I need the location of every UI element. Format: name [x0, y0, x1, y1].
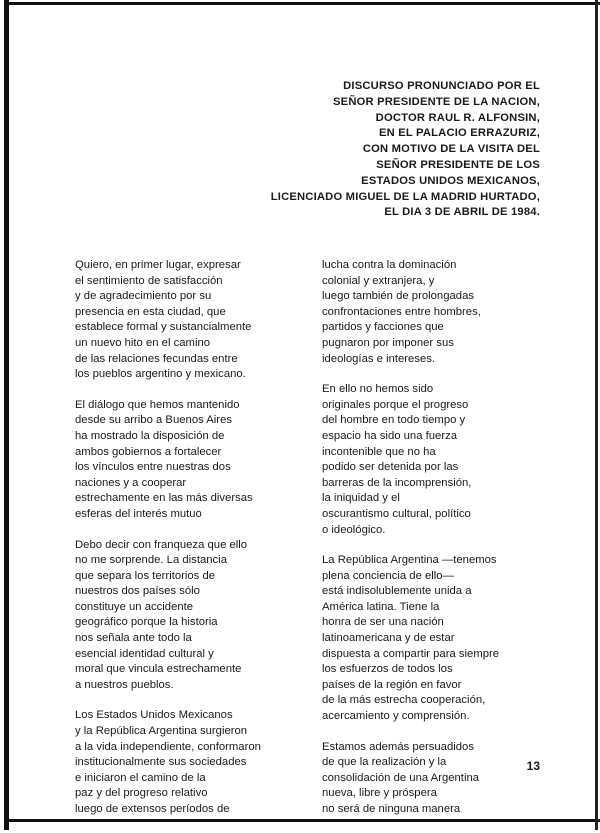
heading-line: SEÑOR PRESIDENTE DE LA NACION,	[333, 95, 540, 108]
right-text-column	[322, 258, 537, 833]
paragraph	[322, 382, 537, 538]
text-line: América latina. Tiene la	[322, 600, 440, 613]
text-line: ideologías e intereses.	[322, 352, 436, 365]
text-line: e iniciaron el camino de la	[75, 771, 206, 784]
text-line: a la vida independiente, conformaron	[75, 740, 261, 753]
text-line: Debo decir con franqueza que ello	[75, 538, 248, 551]
text-line: moral que vincula estrechamente	[75, 663, 242, 676]
text-line: a nuestros pueblos.	[75, 678, 174, 691]
text-line: no me sorprende. La distancia	[75, 554, 227, 567]
text-line: El diálogo que hemos mantenido	[75, 398, 240, 411]
text-line: un nuevo hito en el camino	[75, 336, 211, 349]
text-line: de la más estrecha cooperación,	[322, 694, 486, 707]
text-line: La República Argentina —tenemos	[322, 554, 497, 567]
text-line: incontenible que no ha	[322, 445, 436, 458]
text-line: En ello no hemos sido	[322, 383, 434, 396]
text-line: esencial identidad cultural y	[75, 647, 214, 660]
paragraph	[75, 258, 285, 383]
text-line: está indisolublemente unida a	[322, 585, 472, 598]
text-line: del hombre en todo tiempo y	[322, 414, 466, 427]
page-border-right	[595, 0, 598, 830]
heading-line: ESTADOS UNIDOS MEXICANOS,	[361, 174, 540, 187]
paragraph	[75, 398, 285, 523]
heading-line: DISCURSO PRONUNCIADO POR EL	[343, 80, 540, 92]
text-line: acercamiento y comprensión.	[322, 710, 470, 723]
text-line: geográfico porque la historia	[75, 616, 218, 629]
heading-line: DOCTOR RAUL R. ALFONSIN,	[375, 111, 540, 124]
text-line: luego de extensos períodos de	[75, 803, 230, 815]
text-line: podido ser detenida por las	[322, 461, 459, 474]
text-line: honra de ser una nación	[322, 616, 444, 629]
paragraph	[322, 553, 537, 725]
heading-line: EL DIA 3 DE ABRIL DE 1984.	[384, 206, 540, 219]
text-line: nueva, libre y próspera	[322, 787, 437, 800]
text-line: paz y del progreso relativo	[75, 787, 208, 800]
text-line: Estamos además persuadidos	[322, 740, 474, 753]
paragraph	[75, 538, 285, 694]
page-border-top	[4, 2, 600, 5]
heading-line: SEÑOR PRESIDENTE DE LOS	[376, 158, 540, 171]
text-line: desde su arribo a Buenos Aires	[75, 414, 232, 427]
text-line: luego también de prolongadas	[322, 290, 474, 303]
left-text-column	[75, 258, 285, 833]
text-line: no será de ninguna manera	[322, 803, 461, 815]
text-line: los vínculos entre nuestras dos	[75, 461, 231, 474]
text-line: partidos y facciones que	[322, 321, 444, 334]
text-line: el sentimiento de satisfacción	[75, 274, 223, 287]
text-line: presencia en esta ciudad, que	[75, 305, 226, 318]
text-line: de las relaciones fecundas entre	[75, 352, 238, 365]
speech-heading	[120, 79, 540, 221]
heading-line: EN EL PALACIO ERRAZURIZ,	[378, 127, 540, 140]
text-line: nos señala ante todo la	[75, 632, 192, 645]
text-line: la iniquidad y el	[322, 492, 400, 505]
text-line: originales porque el progreso	[322, 398, 469, 411]
text-line: esferas del interés mutuo	[75, 507, 202, 520]
text-line: latinoamericana y de estar	[322, 632, 455, 645]
text-line: Quiero, en primer lugar, expresar	[75, 259, 241, 271]
text-line: de que la realización y la	[322, 756, 447, 769]
text-line: naciones y a cooperar	[75, 476, 187, 489]
text-line: confrontaciones entre hombres,	[322, 305, 481, 318]
heading-line: CON MOTIVO DE LA VISITA DEL	[362, 143, 540, 156]
paragraph	[322, 740, 537, 818]
text-line: y de agradecimiento por su	[75, 290, 212, 303]
text-line: pugnaron por imponer sus	[322, 336, 454, 349]
text-line: Los Estados Unidos Mexicanos	[75, 709, 233, 722]
text-line: estrechamente en las más diversas	[75, 492, 253, 505]
text-line: los esfuerzos de todos los	[322, 663, 453, 676]
text-line: espacio ha sido una fuerza	[322, 429, 458, 442]
text-line: oscurantismo cultural, político	[322, 507, 471, 520]
text-line: países de la región en favor	[322, 678, 462, 691]
heading-line: LICENCIADO MIGUEL DE LA MADRID HURTADO,	[270, 190, 540, 203]
paragraph	[322, 258, 537, 367]
text-line: plena conciencia de ello—	[322, 569, 454, 582]
text-line: barreras de la incomprensión,	[322, 476, 472, 489]
text-line: ambos gobiernos a fortalecer	[75, 445, 222, 458]
text-line: consolidación de una Argentina	[322, 771, 480, 784]
text-line: dispuesta a compartir para siempre	[322, 647, 500, 660]
text-line: establece formal y sustancialmente	[75, 321, 252, 334]
page-border-left	[4, 0, 9, 830]
text-line: nuestros dos países sólo	[75, 585, 200, 598]
text-line: que separa los territorios de	[75, 569, 216, 582]
text-line: institucionalmente sus sociedades	[75, 756, 247, 769]
text-line: colonial y extranjera, y	[322, 274, 435, 287]
text-line: o ideológico.	[322, 523, 386, 536]
paragraph	[75, 708, 285, 817]
page-number: 13	[526, 759, 540, 773]
text-line: los pueblos argentino y mexicano.	[75, 368, 246, 381]
text-line: lucha contra la dominación	[322, 259, 457, 271]
text-line: ha mostrado la disposición de	[75, 429, 225, 442]
text-line: y la República Argentina surgieron	[75, 725, 248, 738]
text-line: constituye un accidente	[75, 600, 194, 613]
